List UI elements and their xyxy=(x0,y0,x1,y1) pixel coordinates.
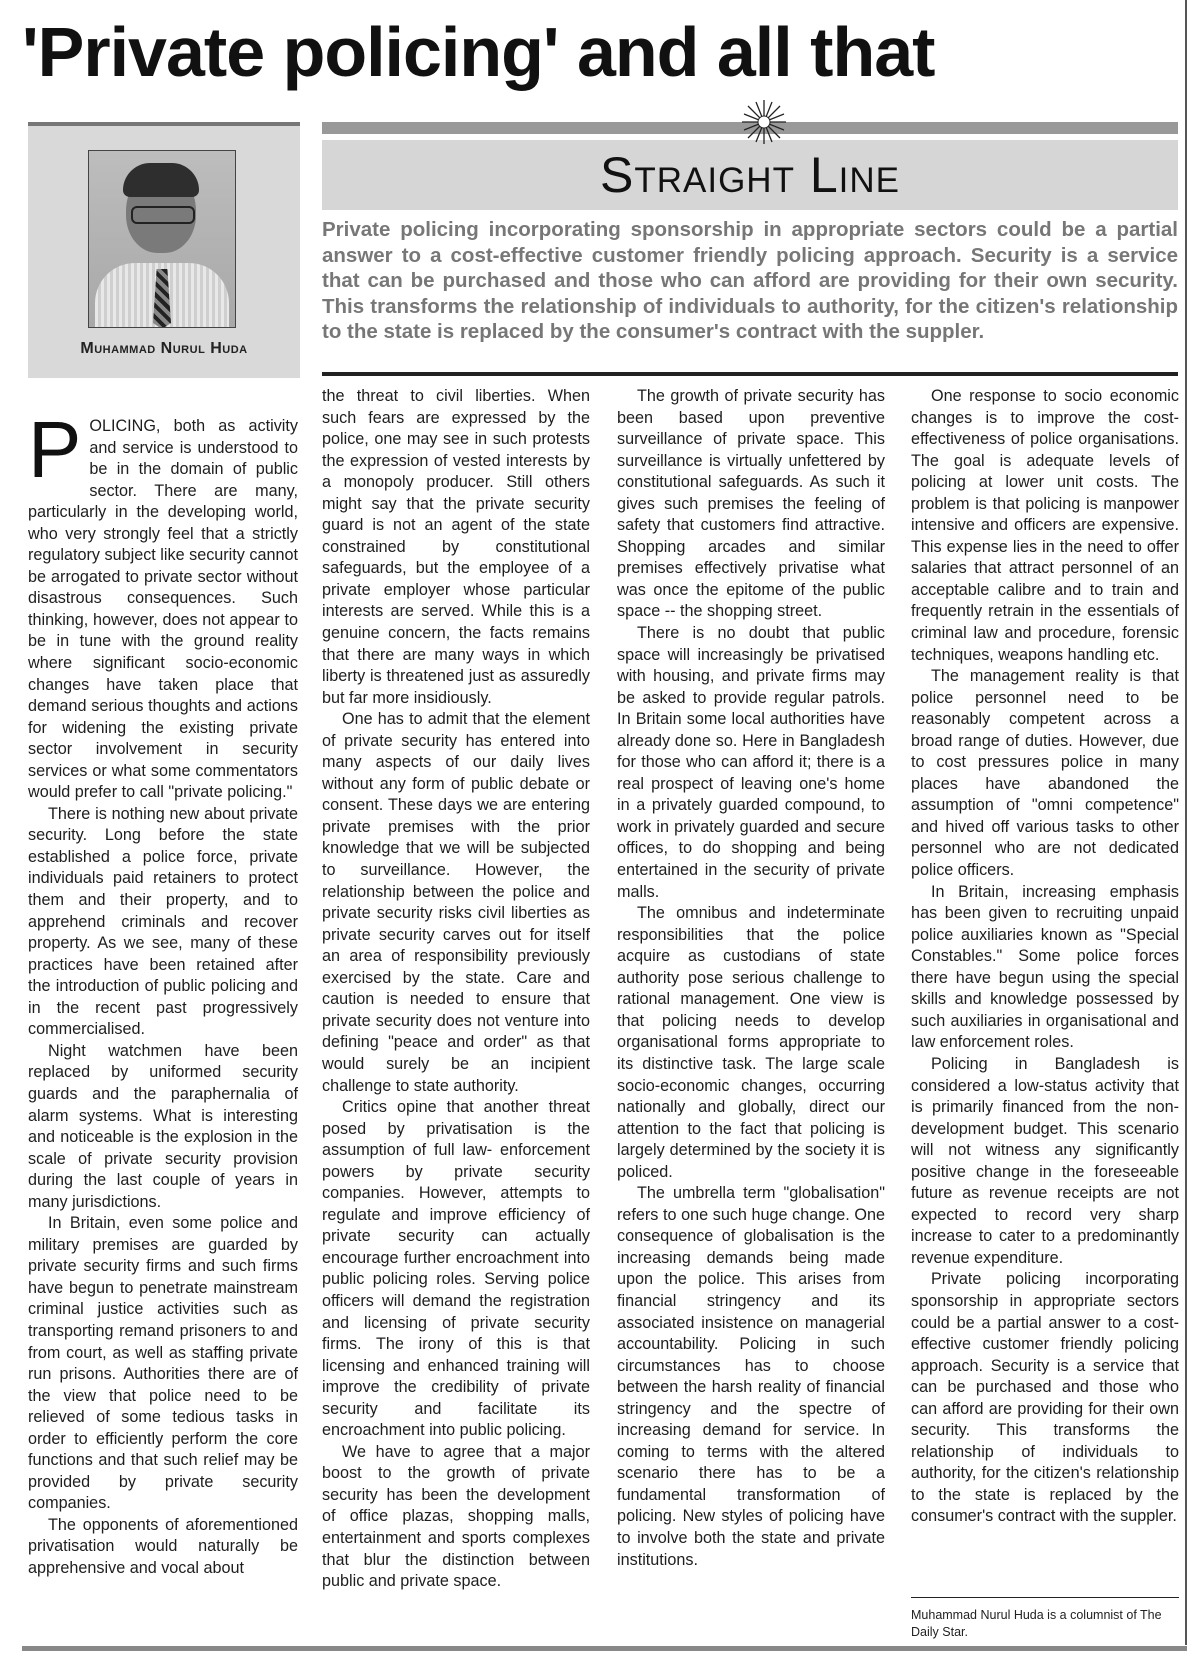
author-name: Muhammad Nurul Huda xyxy=(80,340,248,357)
standfirst-rule xyxy=(322,372,1178,376)
body-paragraph: The opponents of aforementioned privatisation would naturally be apprehensive and vocal about xyxy=(28,1515,298,1577)
section-banner xyxy=(322,140,1178,210)
body-column-1 xyxy=(28,405,298,1580)
body-paragraph: We have to agree that a major boost to the growth of private security has been the development of office plazas, shopping malls, entertainment and sports complexes that blur the distinction between public and private space. xyxy=(322,1442,590,1591)
section-title: Straight Line xyxy=(600,147,900,203)
right-border-rule xyxy=(1185,0,1187,1645)
body-paragraph: The umbrella term "globalisation" refers to one such huge change. One consequence of globalisation is the increasing demands being made upon the police. This arises from financial stringency and its associated insistence on managerial accountability. Policing in such circumstances has to choose between the harsh reality of financial stringency and the spectre of increasing demand for service. In coming to terms with the altered scenario there has to be a fundamental transformation of policing. New styles of policing have to involve both the state and private institutions. xyxy=(617,1184,885,1569)
body-paragraph: The omnibus and indeterminate responsibilities that the police acquire as custodians of state authority pose serious challenge to rational management. One view is that policing needs to develop organisational forms appropriate to its distinctive task. The large scale socio-economic changes, occurring nationally and globally, direct our attention to the fact that policing is largely determined by the society it is policed. xyxy=(617,904,885,1181)
body-column-3 xyxy=(617,386,885,1571)
portrait-hair xyxy=(123,163,199,197)
body-paragraph: Critics opine that another threat posed by privatisation is the assumption of full law- enforcement powers by private security companies. However, attempts to regulate and improve efficiency of private security can actually encourage further encroachment into public policing roles. Serving police officers will demand the registration and licensing of private security firms. The irony of this is that licensing and enhanced training will improve the credibility of private security and facilitate its encroachment into public policing. xyxy=(322,1098,590,1440)
portrait-glasses xyxy=(131,206,195,224)
body-paragraph: One response to socio economic changes is to improve the cost-effectiveness of police organisations. The goal is adequate levels of policing at lower unit costs. The problem is that policing is manpower intensive and officers are expensive. This expense lies in the need to offer salaries that attract personnel of an acceptable calibre and to train and frequently retrain in the essentials of criminal law and procedure, forensic techniques, weapons handling etc. xyxy=(911,387,1179,664)
body-paragraph: Policing in Bangladesh is considered a low-status activity that is primarily financed from the non-development budget. This scenario will not witness any significantly positive change in the foreseeable future as revenue receipts are not expected to record very sharp increase to cater to a predominantly revenue expenditure. xyxy=(911,1054,1179,1267)
author-box xyxy=(28,122,300,378)
body-paragraph: There is nothing new about private security. Long before the state established a police force, private individuals paid retainers to protect them and their property, and to apprehend criminals and recover property. As we see, many of these practices have been retained after the introduction of public policing and in the recent past progressively commercialised. xyxy=(28,804,298,1039)
body-paragraph: the threat to civil liberties. When such fears are expressed by the police, one may see in such protests the expression of vested interests by a monopoly producer. Still others might say that the private security guard is not an agent of the state constrained by constitutional safeguards, but the employee of a private employer whose particular interests are served. While this is a genuine concern, the facts remains that there are many ways in which liberty is threatened just as assuredly but far more insidiously. xyxy=(322,387,590,707)
author-tagline: Muhammad Nurul Huda is a columnist of The Daily Star. xyxy=(911,1608,1162,1639)
standfirst: Private policing incorporating sponsorship in appropriate sectors could be a partial answer to a cost-effective customer friendly policing approach. Security is a service that can be purchased and those who can afford are providing for their own security. This transforms the relationship of individuals to authority, for the citizen's relationship to the state is replaced by the consumer's contract with the suppler. xyxy=(322,218,1178,343)
body-paragraph: One has to admit that the element of private security has entered into many aspects of our daily lives without any form of public debate or consent. These days we are entering private premises with the prior knowledge that we will be subjected to surveillance. However, the relationship between the police and private security risks civil liberties as private security carves out for itself an area of responsibility previously exercised by the state. Care and caution is needed to ensure that private security does not venture into defining "peace and order" as that would surely be an incipient challenge to state authority. xyxy=(322,710,590,1095)
tagline-rule xyxy=(911,1597,1179,1598)
body-column-2 xyxy=(322,386,590,1593)
body-paragraph: In Britain, even some police and military premises are guarded by private security firms and such firms have begun to penetrate mainstream criminal justice activities such as transporting remand prisoners to and from court, as well as staffing private run prisons. Authorities there are of the view that police need to be relieved of some tedious tasks in order to efficiently perform the core functions and that such relief may be provided by private security companies. xyxy=(28,1214,298,1513)
body-column-4 xyxy=(911,386,1179,1528)
body-paragraph: In Britain, increasing emphasis has been given to recruiting unpaid police auxiliaries known as "Special Constables." Some police forces there have begun using the special skills and knowledge possessed by such auxiliaries in organisational and law enforcement roles. xyxy=(911,882,1179,1052)
body-paragraph: POLICING, both as activity and service is understood to be in the domain of public sector. There are many, particularly in the developing world, who very strongly feel that a strictly regulatory subject like security cannot be arrogated to private sector without disastrous consequences. Such thinking, however, does not appear to be in tune with the ground reality where significant socio-economic changes have taken place that demand serious thoughts and actions for widening the existing private sector involvement in security services or what some commentators would prefer to call "private policing." xyxy=(28,405,298,802)
body-paragraph: The growth of private security has been based upon preventive surveillance of private space. This surveillance is virtually unfettered by constitutional safeguards. As such it gives such premises the feeling of safety that customers find attractive. Shopping arcades and similar premises effectively privatise what was once the epitome of the public space -- the shopping street. xyxy=(617,387,885,621)
body-paragraph: Private policing incorporating sponsorship in appropriate sectors could be a partial answer to a cost-effective customer friendly policing approach. Security is a service that can be purchased and those who can afford are providing for their own security. This transforms the relationship of individuals to authority, for the citizen's relationship to the state is replaced by the consumer's contract with the suppler. xyxy=(911,1270,1179,1526)
drop-cap: P xyxy=(28,405,82,494)
headline: 'Private policing' and all that xyxy=(22,13,935,91)
author-photo xyxy=(88,150,236,328)
body-paragraph: Night watchmen have been replaced by uniformed security guards and the paraphernalia of alarm systems. What is interesting and noticeable is the explosion in the scale of private security provision during the last couple of years in many jurisdictions. xyxy=(28,1041,298,1211)
body-paragraph: There is no doubt that public space will increasingly be privatised with housing, and private firms may be asked to provide regular patrols. In Britain some local authorities have already done so. Here in Bangladesh for those who can afford it; there is a real prospect of leaving one's home in a privately guarded compound, to work in privately guarded and secure offices, to do shopping and being entertained in the security of private malls. xyxy=(617,624,885,901)
bottom-rule xyxy=(22,1646,1187,1651)
body-paragraph: The management reality is that police personnel need to be reasonably competent across a broad range of duties. However, due to cost pressures police in many places have abandoned the assumption of "omni competence" and hived off various tasks to other personnel who are not dedicated police officers. xyxy=(911,667,1179,880)
starburst-icon xyxy=(740,98,788,146)
